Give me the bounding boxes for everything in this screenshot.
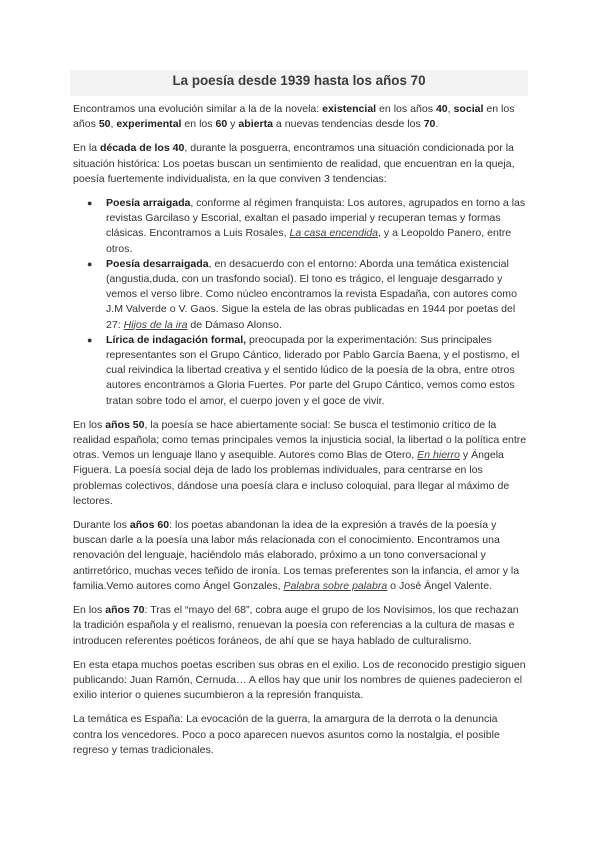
bullet-icon: ● xyxy=(87,198,93,209)
list-item xyxy=(87,333,529,409)
text: , en desacuerdo con el entorno: Aborda una temática existencial (angustia,duda, con un trasfondo social). El tono es trágico, el lenguaje desgarrado y vemos el verso libre. Como núcleo encontramos la revista Espadaña, con autores como J.M Valverde o V. Gaos. Sigue la estela de las obras publicadas en 1944 por poetas del 27: xyxy=(106,257,517,331)
paragraph-60s xyxy=(73,518,529,594)
bold-term: 50 xyxy=(98,118,111,131)
paragraph-50s xyxy=(73,418,529,509)
paragraph-exile: En esta etapa muchos poetas escriben sus obras en el exilio. Los de reconocido prestigio siguen publicando: Juan Ramón, Cernuda… A ellos hay que unir los nombres de quienes padecieron el exilio interior o quienes sucumbieron a la represión franquista. xyxy=(73,658,526,702)
tendencies-list xyxy=(73,196,529,409)
bold-term: Poesía arraigada xyxy=(106,197,191,210)
text: Encontramos una evolución similar a la de la novela: xyxy=(73,103,323,115)
text: , y a Leopoldo Panero, entre otros. xyxy=(106,227,512,255)
text: En los xyxy=(73,604,106,617)
bold-term: social xyxy=(453,103,484,115)
book-title-link[interactable]: Hijos de la ira xyxy=(123,318,188,331)
book-title-link[interactable]: La casa encendida xyxy=(289,227,379,240)
list-item xyxy=(87,196,529,257)
bold-term: experimental xyxy=(116,118,182,131)
text: : los poetas abandonan la idea de la expresión a través de la poesía y buscan darle a la poesía una labor más relacionada con el conocimiento. Encontramos una renovación del lenguaje, haciéndolo más elaborado, próximo a un tono conversacional y antirretórico, muchas veces teñido de ironía. Los temas preferentes son la infancia, el amor y la familia.Vemo autores como Ángel Gonzales, xyxy=(73,519,520,592)
book-title-link[interactable]: En hierro xyxy=(417,449,460,462)
text: y Ángela Figuera. La poesía social deja de lado los problemas individuales, para centrarse en los problemas colectivos, dándose una poesía clara e incluso coloquial, para llegar al máximo de lectores. xyxy=(73,449,510,507)
text: en los años xyxy=(376,103,436,115)
text: . xyxy=(435,118,439,131)
bold-term: 70 xyxy=(423,118,436,131)
bold-term: años 70 xyxy=(105,604,145,617)
book-title-link[interactable]: Palabra sobre palabra xyxy=(283,579,388,592)
bold-term: existencial xyxy=(322,103,377,115)
bold-term: Lírica de indagación formal, xyxy=(106,333,247,346)
text: , durante la posguerra, encontramos una situación condicionada por la situación histórica: Los poetas buscan un sentimiento de realidad, que encuentran en la queja, poesía fuertemente individualista, en la que conviven 3 tendencias: xyxy=(73,142,515,185)
bold-term: Poesía desarraigada xyxy=(106,257,209,270)
text: En los xyxy=(73,418,106,431)
text: de Dámaso Alonso. xyxy=(187,318,282,331)
bold-term: años 60 xyxy=(129,519,170,532)
text: Durante los xyxy=(73,519,130,532)
bold-term: abierta xyxy=(238,118,273,131)
paragraph-70s xyxy=(73,603,529,649)
bold-term: 60 xyxy=(215,118,228,131)
paragraph-40s xyxy=(73,141,529,187)
document-title: La poesía desde 1939 hasta los años 70 xyxy=(172,73,426,88)
bullet-icon: ● xyxy=(87,258,93,269)
document-body xyxy=(73,102,529,767)
text: en los xyxy=(181,118,216,131)
text: : Tras el “mayo del 68”, cobra auge el grupo de los Novísimos, los que rechazan la tradición española y el realismo, renuevan la poesía con referencias a la cultura de masas e introducen referentes poéticos foráneos, de ahí que se haya hablado de culturalismo. xyxy=(73,604,519,647)
bold-term: años 50 xyxy=(105,418,145,431)
text: , xyxy=(110,118,117,131)
text: a nuevas tendencias desde los xyxy=(272,118,424,131)
text: , xyxy=(447,103,454,115)
text: o José Ángel Valente. xyxy=(387,579,493,592)
bold-term: década de los 40 xyxy=(99,142,185,155)
list-item xyxy=(87,257,529,333)
text: En la xyxy=(73,142,100,155)
text: en los años xyxy=(73,103,515,131)
text: , conforme al régimen franquista: Los autores, agrupados en torno a las revistas Garcilaso y Escorial, exaltan el pasado imperial y recuperan temas y formas clásicas. Encontramos a Luis Rosales, xyxy=(106,197,526,240)
bold-term: 40 xyxy=(435,103,448,115)
paragraph-themes: La temática es España: La evocación de la guerra, la amargura de la derrota o la denuncia contra los vencedores. Poco a poco aparecen nuevos asuntos como la nostalgia, el posible regreso y temas tradicionales. xyxy=(73,713,500,756)
bullet-icon: ● xyxy=(87,334,93,345)
text: preocupada por la experimentación: Sus principales representantes son el Grupo Cántico, liderado por Pablo García Baena, y el postismo, el cual reivindica la libertad creativa y el sentido lúdico de la poesía de la obra, entre otros autores encontramos a Gloria Fuertes. Por parte del Grupo Cántico, vemos como estos tratan sobre todo el amor, el cuerpo joven y el goce de vivir. xyxy=(106,333,520,407)
paragraph-intro xyxy=(73,102,529,132)
text: , la poesía se hace abiertamente social: Se busca el testimonio crítico de la realidad española; como temas principales vemos la injusticia social, la libertad o la política entre otras. Vemos un lenguaje llano y asequible. Autores como Blas de Otero, xyxy=(73,418,527,462)
text: y xyxy=(227,118,239,131)
